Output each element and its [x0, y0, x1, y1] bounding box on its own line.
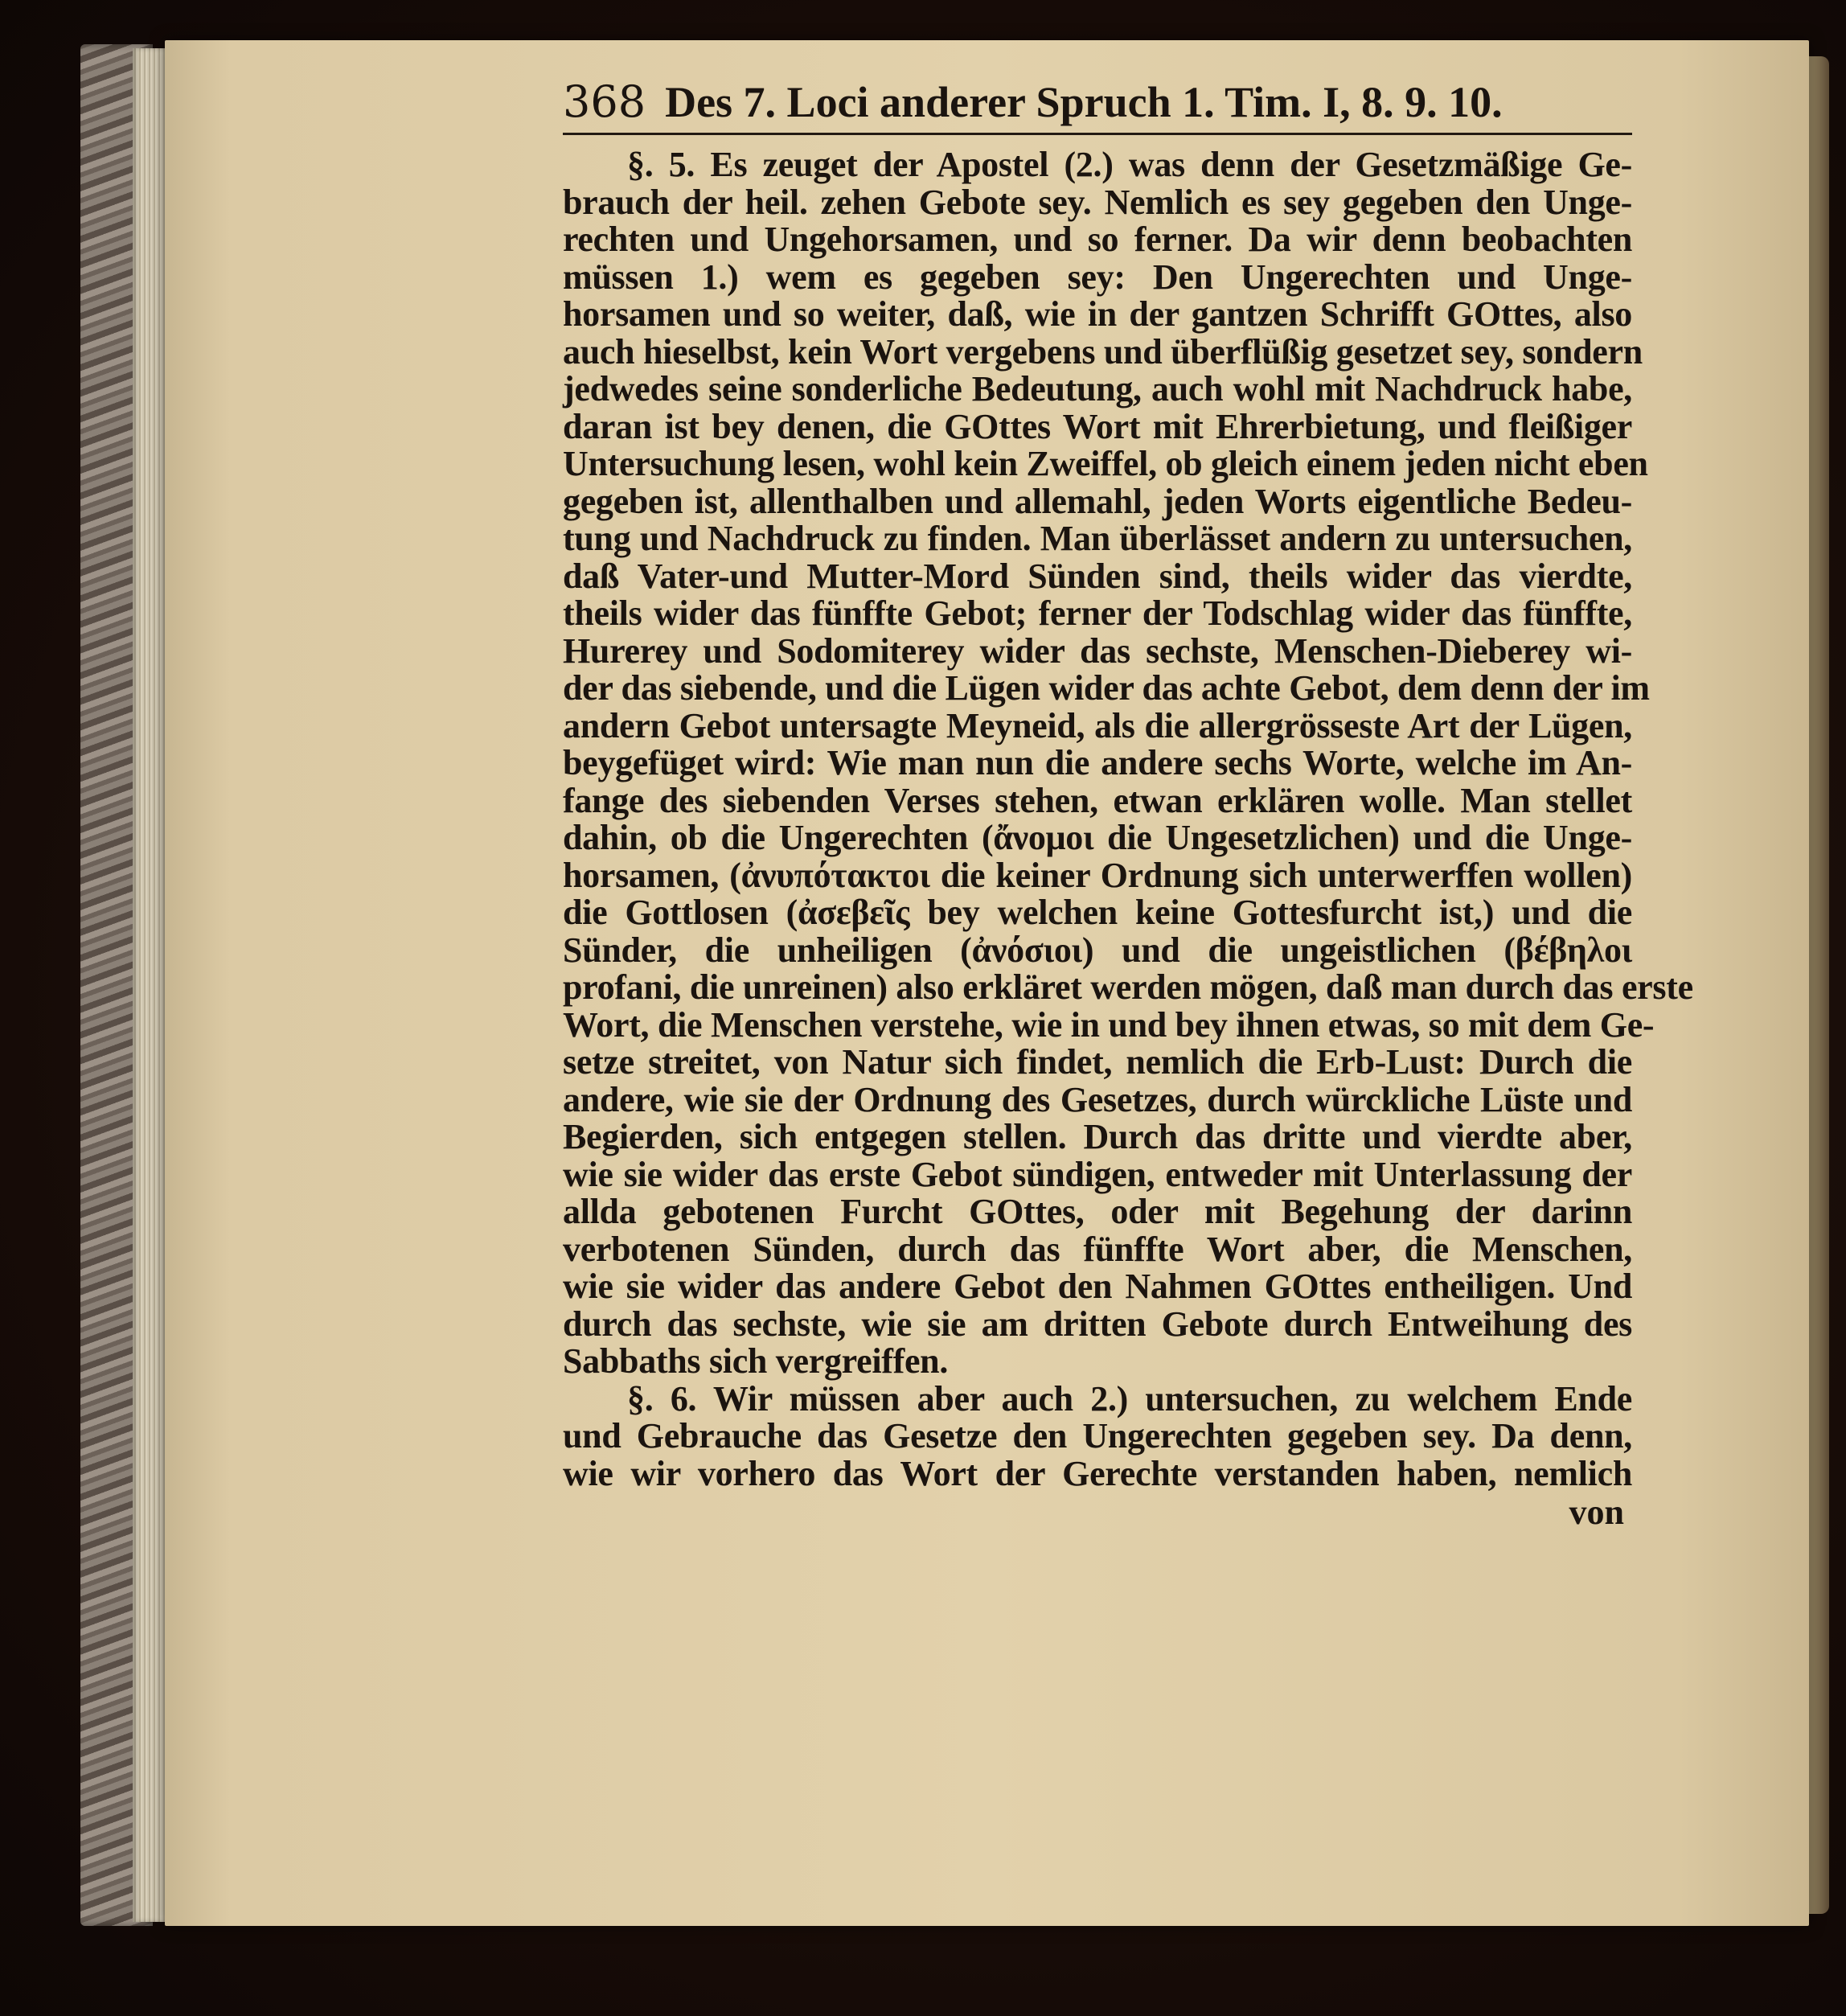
page-text-block	[563, 76, 1693, 1532]
text-line: rechten und Ungehorsamen, und so ferner. Da wir denn beobachten	[563, 220, 1632, 259]
text-line: tung und Nachdruck zu finden. Man überlässet andern zu untersuchen,	[563, 519, 1632, 558]
text-line: daß Vater-und Mutter-Mord Sünden sind, theils wider das vierdte,	[563, 556, 1632, 596]
text-line: Wort, die Menschen verstehe, wie in und bey ihnen etwas, so mit dem Ge-	[563, 1004, 1655, 1045]
text-line: Untersuchung lesen, wohl kein Zweiffel, ob gleich einem jeden nicht eben	[563, 444, 1648, 483]
text-line: müssen 1.) wem es gegeben sey: Den Ungerechten und Unge-	[563, 257, 1632, 297]
text-line: wie sie wider das andere Gebot den Nahmen GOttes entheiligen. Und	[563, 1267, 1632, 1306]
text-line: allda gebotenen Furcht GOttes, oder mit Begehung der darinn	[563, 1192, 1632, 1231]
running-head-title: Des 7. Loci anderer Spruch 1. Tim. I, 8. 9. 10.	[665, 78, 1503, 126]
text-line: Sünder, die unheiligen (ἀνόσιοι) und die ungeistlichen (βέβηλοι	[563, 930, 1632, 970]
text-line: brauch der heil. zehen Gebote sey. Nemlich es sey gegeben den Unge-	[563, 182, 1632, 222]
page-edges	[133, 48, 169, 1922]
text-line: andere, wie sie der Ordnung des Gesetzes, durch würckliche Lüste und	[563, 1079, 1632, 1119]
text-line: jedwedes seine sonderliche Bedeutung, auch wohl mit Nachdruck habe,	[563, 369, 1632, 409]
text-line: fange des siebenden Verses stehen, etwan erklären wolle. Man stellet	[563, 780, 1632, 820]
text-line: durch das sechste, wie sie am dritten Gebote durch Entweihung des	[563, 1304, 1632, 1344]
text-line: wie wir vorhero das Wort der Gerechte verstanden haben, nemlich	[563, 1453, 1632, 1493]
header-rule	[563, 133, 1632, 135]
text-line: Begierden, sich entgegen stellen. Durch das dritte und vierdte aber,	[563, 1117, 1632, 1156]
running-header	[563, 76, 1632, 128]
text-line: theils wider das fünffte Gebot; ferner der Todschlag wider das fünffte,	[563, 593, 1632, 633]
text-line: andern Gebot untersagte Meyneid, als die allergrösseste Art der Lügen,	[563, 705, 1632, 745]
text-line: §. 5. Es zeuget der Apostel (2.) was denn der Gesetzmäßige Ge-	[627, 145, 1632, 184]
text-line: horsamen, (ἀνυπότακτοι die keiner Ordnung sich unterwerffen wollen)	[563, 855, 1632, 895]
text-line: §. 6. Wir müssen aber auch 2.) untersuchen, zu welchem Ende	[627, 1378, 1632, 1419]
text-line: daran ist bey denen, die GOttes Wort mit Ehrerbietung, und fleißiger	[563, 406, 1632, 446]
body-text	[563, 145, 1693, 1493]
text-line: dahin, ob die Ungerechten (ἄνομοι die Ungesetzlichen) und die Unge-	[563, 818, 1632, 857]
page-number: 368	[563, 76, 646, 127]
text-line: verbotenen Sünden, durch das fünffte Wort aber, die Menschen,	[563, 1229, 1632, 1269]
text-line: der das siebende, und die Lügen wider das achte Gebot, dem denn der im	[563, 668, 1650, 708]
text-line: die Gottlosen (ἀσεβεῖς bey welchen keine Gottesfurcht ist,) und die	[563, 893, 1632, 932]
text-line: gegeben ist, allenthalben und allemahl, jeden Worts eigentliche Bedeu-	[563, 481, 1632, 521]
text-line: beygefüget wird: Wie man nun die andere sechs Worte, welche im An-	[563, 743, 1632, 782]
text-line: wie sie wider das erste Gebot sündigen, entweder mit Unterlassung der	[563, 1154, 1632, 1194]
text-line: Sabbaths sich vergreiffen.	[563, 1341, 949, 1381]
text-line: auch hieselbst, kein Wort vergebens und überflüßig gesetzet sey, sondern	[563, 331, 1643, 372]
text-line: setze streitet, von Natur sich findet, nemlich die Erb-Lust: Durch die	[563, 1042, 1632, 1082]
text-line: horsamen und so weiter, daß, wie in der gantzen Schrifft GOttes, also	[563, 294, 1632, 334]
catchword: von	[1569, 1492, 1624, 1532]
text-line: Hurerey und Sodomiterey wider das sechste, Menschen-Dieberey wi-	[563, 630, 1632, 671]
text-line: und Gebrauche das Gesetze den Ungerechten gegeben sey. Da denn,	[563, 1416, 1632, 1456]
text-line: profani, die unreinen) also erkläret werden mögen, daß man durch das erste	[563, 967, 1693, 1007]
